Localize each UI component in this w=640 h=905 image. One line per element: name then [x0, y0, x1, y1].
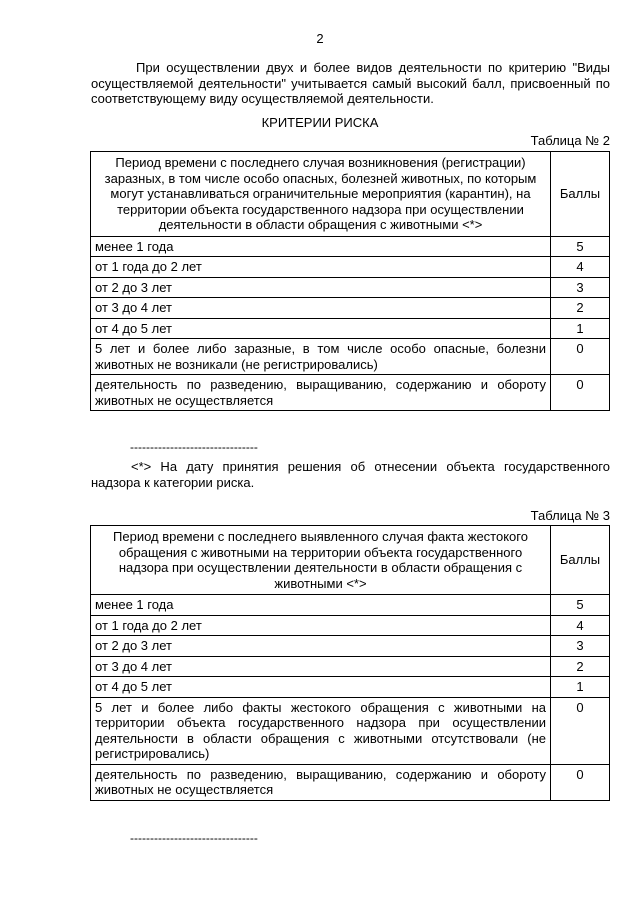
- criterion-cell: от 3 до 4 лет: [91, 298, 551, 319]
- table-row: [91, 636, 610, 657]
- table-row: [91, 615, 610, 636]
- header-criterion-cell: Период времени с последнего выявленного случая факта жестокого обращения с животными на территории объекта государственного надзора при осуществлении деятельности в области обращения с животными <*>: [91, 526, 551, 595]
- table2-label: Таблица № 2: [530, 133, 610, 148]
- criterion-cell: от 1 года до 2 лет: [91, 257, 551, 278]
- table-row: [91, 697, 610, 764]
- criterion-cell: от 4 до 5 лет: [91, 318, 551, 339]
- score-cell: 2: [551, 298, 610, 319]
- criterion-cell: от 2 до 3 лет: [91, 277, 551, 298]
- score-cell: 2: [551, 656, 610, 677]
- table-row: [91, 375, 610, 411]
- score-cell: 0: [551, 375, 610, 411]
- table-header-row: [91, 152, 610, 237]
- table3-label: Таблица № 3: [530, 508, 610, 523]
- table-row: [91, 236, 610, 257]
- table-row: [91, 277, 610, 298]
- criterion-cell: деятельность по разведению, выращиванию, содержанию и обороту животных не осуществляется: [91, 764, 551, 800]
- intro-paragraph: При осуществлении двух и более видов деятельности по критерию "Виды осуществляемой деятельности" учитывается самый высокий балл, присвоенный по соответствующему виду осуществляемой деятельности.: [91, 60, 610, 106]
- risk-table-2: [90, 151, 610, 411]
- criterion-cell: менее 1 года: [91, 236, 551, 257]
- page-number: 2: [316, 31, 324, 46]
- score-cell: 0: [551, 339, 610, 375]
- score-cell: 1: [551, 318, 610, 339]
- score-cell: 5: [551, 236, 610, 257]
- table-header-row: [91, 526, 610, 595]
- bottom-separator: --------------------------------: [130, 831, 258, 845]
- score-cell: 4: [551, 615, 610, 636]
- table-row: [91, 318, 610, 339]
- risk-table-3: [90, 525, 610, 801]
- criterion-cell: деятельность по разведению, выращиванию, содержанию и обороту животных не осуществляется: [91, 375, 551, 411]
- criterion-cell: от 2 до 3 лет: [91, 636, 551, 657]
- score-cell: 0: [551, 764, 610, 800]
- header-score-cell: Баллы: [551, 526, 610, 595]
- table-row: [91, 257, 610, 278]
- criterion-cell: 5 лет и более либо заразные, в том числе особо опасные, болезни животных не возникали (не регистрировались): [91, 339, 551, 375]
- table-row: [91, 298, 610, 319]
- table-row: [91, 677, 610, 698]
- score-cell: 3: [551, 636, 610, 657]
- score-cell: 4: [551, 257, 610, 278]
- criteria-title: КРИТЕРИИ РИСКА: [261, 115, 379, 130]
- criterion-cell: от 1 года до 2 лет: [91, 615, 551, 636]
- table-row: [91, 764, 610, 800]
- footnote-separator: --------------------------------: [130, 440, 258, 454]
- criterion-cell: 5 лет и более либо факты жестокого обращения с животными на территории объекта государственного надзора при осуществлении деятельности в области обращения с животными отсутствовали (не регистрировались): [91, 697, 551, 764]
- score-cell: 1: [551, 677, 610, 698]
- table-row: [91, 656, 610, 677]
- header-criterion-cell: Период времени с последнего случая возникновения (регистрации) заразных, в том числе особо опасных, болезней животных, по которым могут устанавливаться ограничительные мероприятия (карантин), на территории объекта государственного надзора при осуществлении деятельности в области обращения с животными <*>: [91, 152, 551, 237]
- score-cell: 0: [551, 697, 610, 764]
- score-cell: 3: [551, 277, 610, 298]
- score-cell: 5: [551, 595, 610, 616]
- table-row: [91, 339, 610, 375]
- header-score-cell: Баллы: [551, 152, 610, 237]
- footnote: <*> На дату принятия решения об отнесении объекта государственного надзора к категории риска.: [91, 459, 610, 490]
- criterion-cell: от 3 до 4 лет: [91, 656, 551, 677]
- table-row: [91, 595, 610, 616]
- criterion-cell: от 4 до 5 лет: [91, 677, 551, 698]
- criterion-cell: менее 1 года: [91, 595, 551, 616]
